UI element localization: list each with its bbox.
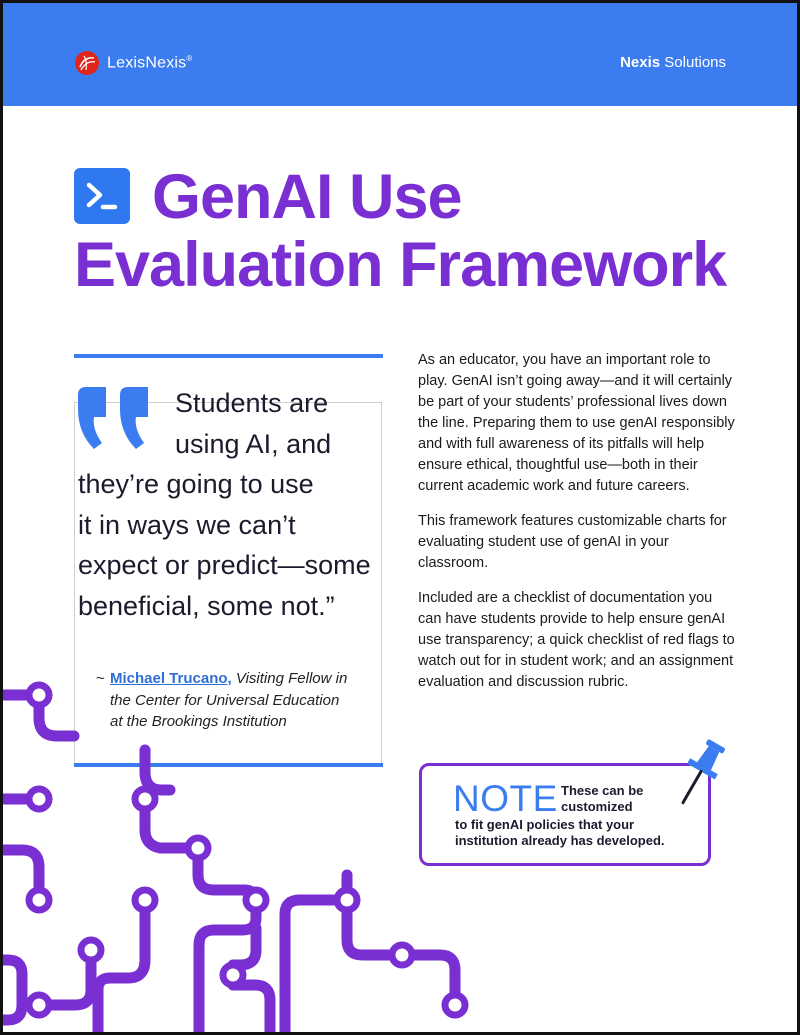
nexis-solutions-label: Nexis Solutions xyxy=(620,54,726,71)
author-link[interactable]: Michael Trucano, xyxy=(110,670,232,687)
title-line-1: GenAI Use xyxy=(152,162,462,232)
paragraph: Included are a checklist of documentation you can have students provide to help ensure genAI use transparency; a quick checklist of red flags to watch out for in student work; and an assignment evaluation and discussion rubric. xyxy=(418,590,735,690)
quote-line: beneficial, some not.” xyxy=(78,590,335,621)
note-text: to fit genAI policies that your institution already has developed. xyxy=(455,817,665,848)
quote-line: Students are xyxy=(175,388,329,418)
quote-line: expect or predict—some xyxy=(78,550,371,580)
intro-text xyxy=(418,350,738,707)
quote-line: they’re going to use xyxy=(78,469,314,499)
note-label: NOTE xyxy=(453,778,558,819)
paragraph: As an educator, you have an important role to play. GenAI isn’t going away—and it will certainly be part of your students’ professional lives down the line. Preparing them to use genAI responsibly and with full awareness of its pitfalls will help ensure ethical, thoughtful use—both in their current academic work and future careers. xyxy=(418,352,735,494)
page-title xyxy=(74,163,774,299)
lexisnexis-logo-icon xyxy=(74,50,100,76)
quote-attribution: ~ Michael Trucano, Visiting Fellow in the Center for Universal Education at the Brookings Institution xyxy=(96,670,348,730)
pull-quote xyxy=(78,383,388,626)
title-line-2: Evaluation Framework xyxy=(74,230,727,300)
quote-line: it in ways we can’t xyxy=(78,509,296,540)
brand-logo xyxy=(74,50,192,76)
brand-name: LexisNexis® xyxy=(107,53,193,72)
circuit-lines-decoration xyxy=(0,660,480,1035)
quote-top-rule xyxy=(74,354,383,358)
quote-line: using AI, and xyxy=(175,428,332,459)
header-bar xyxy=(0,0,800,106)
note-text: These can be customized xyxy=(561,783,644,814)
push-pin-icon xyxy=(676,738,730,818)
paragraph: This framework features customizable charts for evaluating student use of genAI in your classroom. xyxy=(418,513,727,571)
terminal-prompt-icon xyxy=(74,168,130,224)
